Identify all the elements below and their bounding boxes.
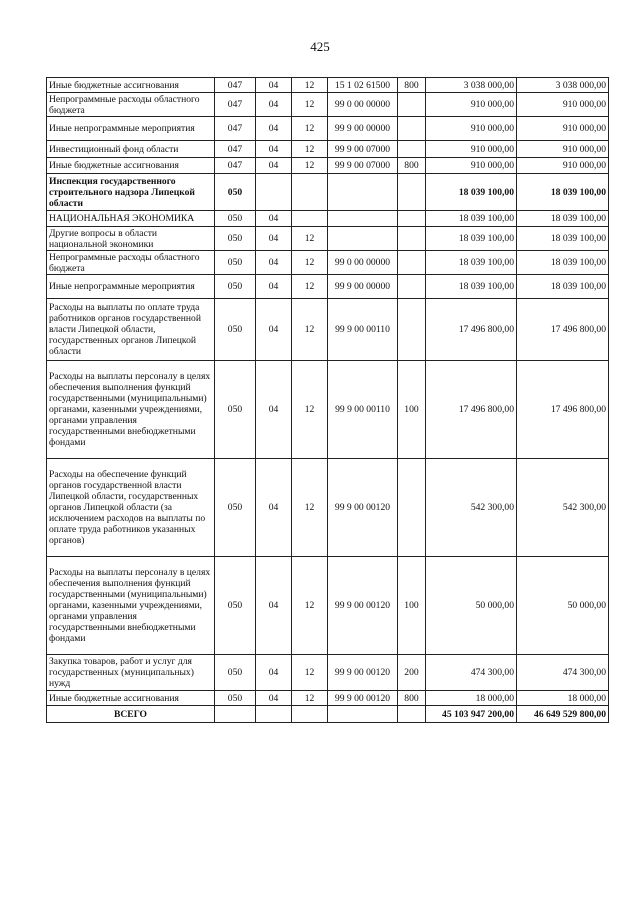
row-amount-year2: 910 000,00 — [517, 117, 609, 141]
row-name: Расходы на выплаты персоналу в целях обеспечения выполнения функций государственными (муниципальными) органами, казенными учреждениями, органами управления государственными внебюджетными фондами — [47, 557, 215, 655]
row-pr-code: 12 — [292, 251, 328, 275]
row-vr-code — [398, 299, 426, 361]
row-gr-code: 050 — [215, 251, 256, 275]
row-name: Иные бюджетные ассигнования — [47, 691, 215, 706]
row-pr-code: 12 — [292, 655, 328, 691]
table-row — [47, 655, 609, 691]
row-vr-code: 800 — [398, 158, 426, 174]
row-gr-code: 050 — [215, 459, 256, 557]
row-name: Непрограммные расходы областного бюджета — [47, 251, 215, 275]
row-amount-year2: 18 039 100,00 — [517, 211, 609, 227]
row-rz-code: 04 — [256, 459, 292, 557]
total-amount-year2: 46 649 529 800,00 — [517, 706, 609, 723]
row-csr-code: 99 9 00 00000 — [328, 275, 398, 299]
total-label: ВСЕГО — [47, 706, 215, 723]
row-amount-year2: 910 000,00 — [517, 141, 609, 158]
row-csr-code: 99 9 00 00000 — [328, 117, 398, 141]
row-name: Иные бюджетные ассигнования — [47, 158, 215, 174]
row-rz-code: 04 — [256, 251, 292, 275]
row-amount-year2: 542 300,00 — [517, 459, 609, 557]
row-gr-code: 050 — [215, 299, 256, 361]
row-amount-year1: 18 039 100,00 — [426, 251, 517, 275]
row-amount-year1: 18 039 100,00 — [426, 227, 517, 251]
row-amount-year1: 50 000,00 — [426, 557, 517, 655]
row-amount-year2: 910 000,00 — [517, 158, 609, 174]
row-csr-code — [328, 174, 398, 211]
row-vr-code: 100 — [398, 557, 426, 655]
table-row — [47, 361, 609, 459]
table-row — [47, 93, 609, 117]
row-amount-year2: 18 000,00 — [517, 691, 609, 706]
row-gr-code: 047 — [215, 93, 256, 117]
row-rz-code: 04 — [256, 141, 292, 158]
row-pr-code: 12 — [292, 117, 328, 141]
page-number: 425 — [310, 39, 330, 54]
row-amount-year1: 910 000,00 — [426, 158, 517, 174]
row-rz-code: 04 — [256, 275, 292, 299]
row-rz-code: 04 — [256, 78, 292, 93]
row-rz-code: 04 — [256, 93, 292, 117]
row-csr-code — [328, 211, 398, 227]
row-name: Иные непрограммные мероприятия — [47, 275, 215, 299]
row-vr-code: 800 — [398, 691, 426, 706]
row-name: Иные непрограммные мероприятия — [47, 117, 215, 141]
row-pr-code: 12 — [292, 227, 328, 251]
row-amount-year2: 910 000,00 — [517, 93, 609, 117]
table-row — [47, 141, 609, 158]
row-pr-code: 12 — [292, 459, 328, 557]
row-amount-year2: 17 496 800,00 — [517, 299, 609, 361]
row-amount-year1: 474 300,00 — [426, 655, 517, 691]
row-csr-code: 99 9 00 00120 — [328, 691, 398, 706]
row-name: Расходы на выплаты персоналу в целях обеспечения выполнения функций государственными (муниципальными) органами, казенными учреждениями, органами управления государственными внебюджетными фондами — [47, 361, 215, 459]
row-rz-code: 04 — [256, 227, 292, 251]
row-gr-code: 050 — [215, 275, 256, 299]
table-row — [47, 299, 609, 361]
row-vr-code — [398, 93, 426, 117]
row-name: Расходы на обеспечение функций органов государственной власти Липецкой области, государственных органов Липецкой области (за исключением расходов на выплаты по оплате труда работников указанных органов) — [47, 459, 215, 557]
total-empty — [328, 706, 398, 723]
row-amount-year2: 17 496 800,00 — [517, 361, 609, 459]
row-amount-year1: 910 000,00 — [426, 141, 517, 158]
row-rz-code: 04 — [256, 361, 292, 459]
row-name: Иные бюджетные ассигнования — [47, 78, 215, 93]
row-gr-code: 047 — [215, 78, 256, 93]
total-empty — [292, 706, 328, 723]
row-vr-code — [398, 251, 426, 275]
table-row — [47, 251, 609, 275]
row-csr-code: 99 9 00 07000 — [328, 158, 398, 174]
row-amount-year1: 17 496 800,00 — [426, 299, 517, 361]
row-pr-code — [292, 174, 328, 211]
row-csr-code: 15 1 02 61500 — [328, 78, 398, 93]
table-row — [47, 227, 609, 251]
table-row — [47, 691, 609, 706]
row-amount-year1: 910 000,00 — [426, 117, 517, 141]
row-rz-code: 04 — [256, 117, 292, 141]
row-name: Расходы на выплаты по оплате труда работников органов государственной власти Липецкой области, государственных органов Липецкой области — [47, 299, 215, 361]
row-pr-code: 12 — [292, 691, 328, 706]
table-row — [47, 459, 609, 557]
row-pr-code: 12 — [292, 299, 328, 361]
row-vr-code — [398, 211, 426, 227]
row-amount-year1: 17 496 800,00 — [426, 361, 517, 459]
row-amount-year2: 18 039 100,00 — [517, 275, 609, 299]
row-csr-code — [328, 227, 398, 251]
row-rz-code: 04 — [256, 557, 292, 655]
row-csr-code: 99 9 00 07000 — [328, 141, 398, 158]
row-gr-code: 047 — [215, 117, 256, 141]
row-pr-code: 12 — [292, 158, 328, 174]
total-row — [47, 706, 609, 723]
row-gr-code: 050 — [215, 557, 256, 655]
row-gr-code: 050 — [215, 227, 256, 251]
row-name: НАЦИОНАЛЬНАЯ ЭКОНОМИКА — [47, 211, 215, 227]
row-vr-code: 800 — [398, 78, 426, 93]
row-gr-code: 050 — [215, 361, 256, 459]
row-rz-code: 04 — [256, 691, 292, 706]
row-vr-code: 100 — [398, 361, 426, 459]
row-amount-year2: 18 039 100,00 — [517, 174, 609, 211]
total-empty — [215, 706, 256, 723]
row-rz-code: 04 — [256, 655, 292, 691]
total-empty — [256, 706, 292, 723]
row-gr-code: 050 — [215, 211, 256, 227]
row-csr-code: 99 9 00 00110 — [328, 361, 398, 459]
row-amount-year1: 3 038 000,00 — [426, 78, 517, 93]
row-rz-code — [256, 174, 292, 211]
table-row — [47, 174, 609, 211]
table-row — [47, 117, 609, 141]
table-row — [47, 211, 609, 227]
row-vr-code — [398, 117, 426, 141]
row-amount-year1: 18 039 100,00 — [426, 211, 517, 227]
row-amount-year1: 18 039 100,00 — [426, 275, 517, 299]
row-amount-year2: 50 000,00 — [517, 557, 609, 655]
table-row — [47, 275, 609, 299]
row-gr-code: 047 — [215, 158, 256, 174]
total-empty — [398, 706, 426, 723]
row-csr-code: 99 9 00 00120 — [328, 655, 398, 691]
row-name: Инспекция государственного строительного надзора Липецкой области — [47, 174, 215, 211]
row-amount-year2: 18 039 100,00 — [517, 251, 609, 275]
row-vr-code — [398, 174, 426, 211]
row-name: Инвестиционный фонд области — [47, 141, 215, 158]
row-csr-code: 99 9 00 00120 — [328, 459, 398, 557]
row-pr-code: 12 — [292, 361, 328, 459]
row-pr-code: 12 — [292, 141, 328, 158]
table-row — [47, 557, 609, 655]
row-pr-code: 12 — [292, 93, 328, 117]
row-gr-code: 050 — [215, 691, 256, 706]
row-amount-year1: 18 000,00 — [426, 691, 517, 706]
row-amount-year2: 3 038 000,00 — [517, 78, 609, 93]
row-amount-year2: 18 039 100,00 — [517, 227, 609, 251]
row-pr-code: 12 — [292, 78, 328, 93]
row-csr-code: 99 0 00 00000 — [328, 251, 398, 275]
row-amount-year1: 18 039 100,00 — [426, 174, 517, 211]
table-row — [47, 78, 609, 93]
row-csr-code: 99 9 00 00120 — [328, 557, 398, 655]
row-amount-year2: 474 300,00 — [517, 655, 609, 691]
budget-table — [46, 77, 609, 723]
row-vr-code: 200 — [398, 655, 426, 691]
row-pr-code: 12 — [292, 275, 328, 299]
row-name: Закупка товаров, работ и услуг для государственных (муниципальных) нужд — [47, 655, 215, 691]
row-name: Другие вопросы в области национальной экономики — [47, 227, 215, 251]
row-pr-code — [292, 211, 328, 227]
row-vr-code — [398, 227, 426, 251]
total-amount-year1: 45 103 947 200,00 — [426, 706, 517, 723]
row-vr-code — [398, 141, 426, 158]
budget-table-body — [47, 78, 609, 723]
row-gr-code: 050 — [215, 655, 256, 691]
row-rz-code: 04 — [256, 158, 292, 174]
row-amount-year1: 542 300,00 — [426, 459, 517, 557]
row-vr-code — [398, 275, 426, 299]
row-rz-code: 04 — [256, 211, 292, 227]
row-name: Непрограммные расходы областного бюджета — [47, 93, 215, 117]
row-amount-year1: 910 000,00 — [426, 93, 517, 117]
row-csr-code: 99 0 00 00000 — [328, 93, 398, 117]
row-gr-code: 050 — [215, 174, 256, 211]
row-csr-code: 99 9 00 00110 — [328, 299, 398, 361]
row-vr-code — [398, 459, 426, 557]
row-rz-code: 04 — [256, 299, 292, 361]
row-gr-code: 047 — [215, 141, 256, 158]
table-row — [47, 158, 609, 174]
row-pr-code: 12 — [292, 557, 328, 655]
